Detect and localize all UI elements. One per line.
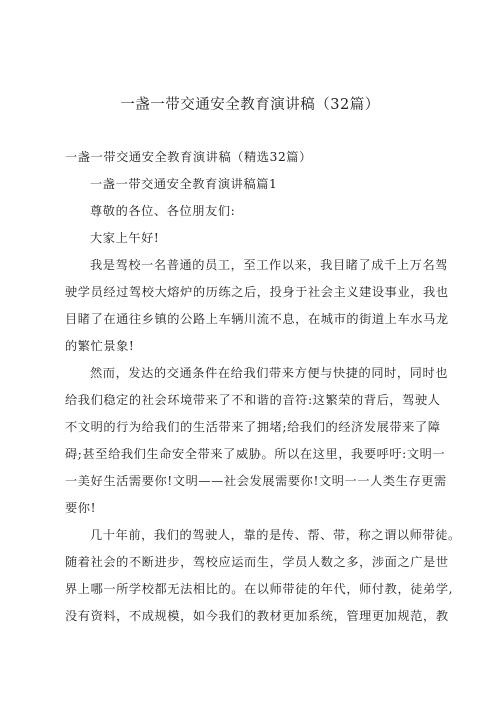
section-heading: 一盏一带交通安全教育演讲稿篇1 bbox=[90, 177, 278, 191]
paragraph-line: 几十年前，我们的驾驶人，靠的是传、帮、带，称之谓以师带徒。 bbox=[90, 528, 461, 542]
paragraph-line: 然而，发达的交通条件在给我们带来方便与快捷的同时，同时也 bbox=[90, 366, 449, 380]
paragraph-line: 目睹了在通往乡镇的公路上车辆川流不息，在城市的街道上车水马龙 bbox=[65, 312, 449, 326]
paragraph-line: 不文明的行为给我们的生活带来了拥堵;给我们的经济发展带来了障 bbox=[65, 420, 441, 434]
paragraph-line: 随着社会的不断进步，驾校应运而生，学员人数之多，涉面之广是世 bbox=[65, 555, 449, 569]
paragraph-line: 要你! bbox=[65, 501, 97, 515]
paragraph-line: 碍;甚至给我们生命安全带来了威胁。所以在这里，我要呼吁:文明一 bbox=[65, 447, 446, 461]
paragraph-line: 的繁忙景象! bbox=[65, 339, 135, 353]
paragraph-line: 给我们稳定的社会环境带来了不和谐的音符:这繁荣的背后，驾驶人 bbox=[65, 393, 441, 407]
greeting: 大家上午好! bbox=[90, 231, 160, 245]
paragraph-line: 我是驾校一名普通的员工，至工作以来，我目睹了成千上万名驾 bbox=[90, 258, 449, 272]
paragraph-line: 界上哪一所学校都无法相比的。在以师带徒的年代，师付教，徒弟学, bbox=[65, 582, 454, 596]
salutation: 尊敬的各位、各位朋友们: bbox=[90, 204, 236, 218]
paragraph-line: 驶学员经过驾校大熔炉的历练之后，投身于社会主义建设事业，我也 bbox=[65, 285, 449, 299]
document-title: 一盏一带交通安全教育演讲稿（32篇） bbox=[120, 97, 380, 113]
paragraph-line: 一美好生活需要你!文明——社会发展需要你!文明一一人类生存更需 bbox=[65, 474, 447, 488]
paragraph-line: 没有资料，不成规模，如今我们的教材更加系统，管理更加规范，教 bbox=[65, 609, 449, 623]
subtitle-line: 一盏一带交通安全教育演讲稿（精选32篇） bbox=[65, 150, 312, 164]
